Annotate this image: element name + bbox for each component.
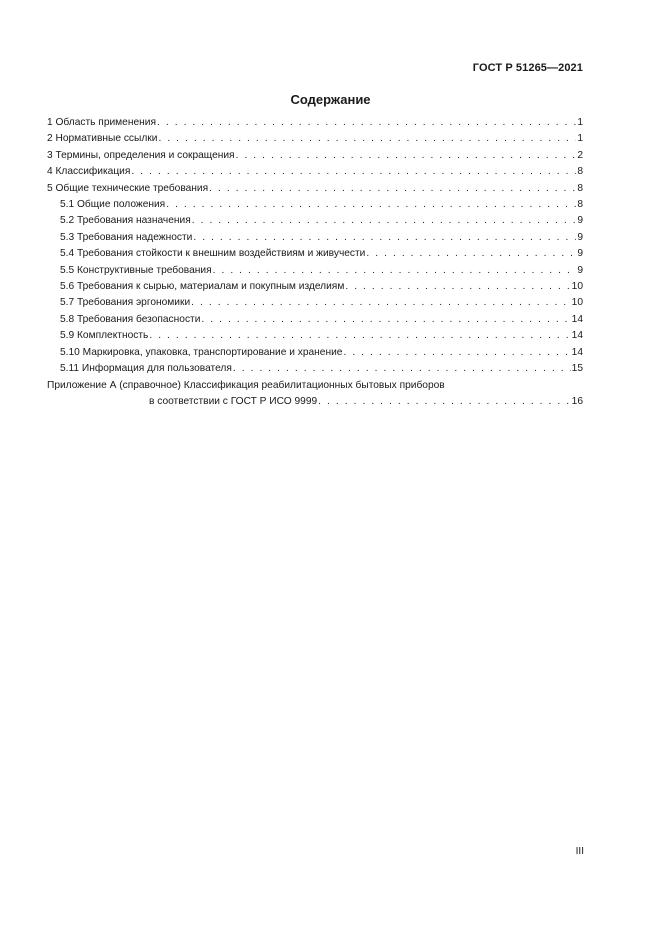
toc-entry-page: 9 [577,215,583,227]
toc-entry-text: 3 Термины, определения и сокращения [47,149,235,161]
toc-entry-text: 2 Нормативные ссылки [47,133,158,145]
toc-entry[interactable] [47,345,583,361]
toc-entry[interactable] [47,312,583,328]
toc-entry-page: 8 [577,199,583,211]
document-code: ГОСТ Р 51265—2021 [472,62,583,74]
toc-entry[interactable] [47,164,583,180]
dot-leader [157,115,576,131]
toc-entry-text: 1 Область применения [47,117,156,128]
toc-entry-text: 5.4 Требования стойкости к внешним воздействиям и живучести [60,248,366,260]
toc-entry-text: 5 Общие технические требования [47,182,209,194]
toc-entry-page: 14 [571,313,583,325]
dot-leader [191,295,571,311]
toc-entry[interactable] [47,197,583,213]
toc-entry-text: 5.6 Требования к сырью, материалам и покупным изделиям [60,281,345,293]
toc-entry[interactable] [47,361,583,377]
toc-entry-page: 10 [571,281,583,293]
toc-entry-page: 10 [571,297,583,309]
toc-entry-text: Приложение А (справочное) Классификация реабилитационных бытовых приборов [47,379,445,391]
dot-leader [131,164,576,180]
toc-entry[interactable] [47,246,583,262]
toc-entry[interactable] [47,181,583,197]
toc-appendix-line2[interactable] [47,394,583,410]
dot-leader [236,148,577,164]
toc-appendix-line1[interactable] [47,378,583,394]
toc-entry-text: 4 Классификация [47,166,131,178]
toc-entry-page: 8 [577,182,583,194]
toc-entry[interactable] [47,148,583,164]
dot-leader [213,263,577,279]
toc-entry-text: 5.7 Требования эргономики [60,297,191,309]
toc-entry-text: 5.1 Общие положения [60,199,166,211]
toc-entry-page: 9 [577,264,583,276]
toc-entry-text: 5.5 Конструктивные требования [60,264,212,276]
dot-leader [343,345,570,361]
toc-entry-text: 5.3 Требования надежности [60,231,193,243]
toc-entry-text: 5.8 Требования безопасности [60,313,201,325]
toc-entry-page: 14 [571,330,583,342]
toc-entry-page: 1 [577,117,583,128]
toc-title: Содержание [290,92,371,107]
dot-leader [345,279,570,295]
toc-entry-page: 14 [571,346,583,358]
toc-entry[interactable] [47,131,583,147]
dot-leader [201,312,570,328]
toc-entry-text: 5.11 Информация для пользователя [60,363,232,375]
toc-entry-text: 5.10 Маркировка, упаковка, транспортирование и хранение [60,346,343,358]
toc-entry-text: в соответствии с ГОСТ Р ИСО 9999 [149,395,318,407]
dot-leader [192,213,577,229]
dot-leader [366,246,576,262]
dot-leader [233,361,571,377]
toc-entry-text: 5.9 Комплектность [60,330,149,342]
toc-entry[interactable] [47,115,583,131]
dot-leader [318,394,571,410]
toc-entry[interactable] [47,213,583,229]
dot-leader [166,197,576,213]
toc-entry[interactable] [47,279,583,295]
dot-leader [158,131,576,147]
toc-entry-page: 9 [577,231,583,243]
toc-entry[interactable] [47,295,583,311]
page-number: III [575,846,584,857]
toc-entry-page: 2 [577,149,583,161]
toc-entry-page: 1 [577,133,583,145]
dot-leader [209,181,576,197]
toc-entry[interactable] [47,263,583,279]
toc-entry[interactable] [47,230,583,246]
table-of-contents [47,115,583,410]
toc-entry-page: 15 [571,363,583,375]
toc-entry-page: 8 [577,166,583,178]
toc-entry-text: 5.2 Требования назначения [60,215,191,227]
toc-entry-page: 16 [571,395,583,407]
dot-leader [193,230,576,246]
toc-items [47,115,583,378]
dot-leader [149,328,570,344]
toc-entry-page: 9 [577,248,583,260]
toc-entry[interactable] [47,328,583,344]
